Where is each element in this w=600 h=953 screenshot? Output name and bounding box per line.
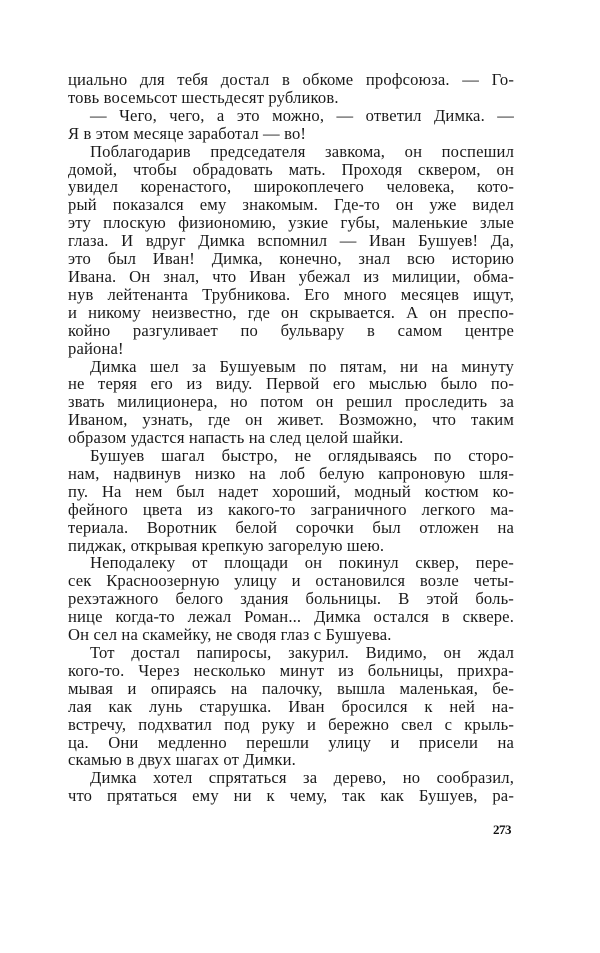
text-line: эту плоскую физиономию, узкие губы, маленькие злые: [68, 213, 514, 233]
text-line: не теряя его из виду. Первой его мыслью было по-: [68, 374, 514, 394]
text-line: что прятаться ему ни к чему, так как Бушуев, ра-: [68, 786, 514, 806]
paragraph-first-line: Неподалеку от площади он покинул сквер, пере-: [90, 553, 514, 573]
text-line: териала. Воротник белой сорочки был отложен на: [68, 517, 514, 537]
paragraph-first-line: Димка хотел спрятаться за дерево, но сообразил,: [90, 768, 514, 788]
text-line: района!: [68, 338, 124, 358]
text-line: ца. Они медленно перешли улицу и присели на: [68, 732, 514, 752]
text-line: Я в этом месяце заработал — во!: [68, 123, 307, 143]
text-line: мывая и опираясь на палочку, вышла маленькая, бе-: [68, 678, 514, 698]
text-line: образом удастся напасть на след целой шайки.: [68, 428, 404, 448]
text-line: нув лейтенанта Трубникова. Его много месяцев ищут,: [68, 284, 514, 304]
text-line: звать милиционера, но потом он решил проследить за: [68, 392, 514, 412]
text-line: увидел коренастого, широкоплечего человека, кото-: [68, 177, 514, 197]
page-number: 273: [493, 822, 511, 837]
paragraph-first-line: Тот достал папиросы, закурил. Видимо, он ждал: [90, 643, 514, 662]
text-line: пу. На нем был надет хороший, модный костюм ко-: [68, 481, 514, 501]
paragraph-first-line: Бушуев шагал быстро, не оглядываясь по сторо-: [90, 446, 514, 466]
text-line: фейного цвета из какого-то заграничного легкого ма-: [68, 499, 514, 519]
body-text: [68, 71, 514, 805]
text-line: товь восемьсот шестьдесят рубликов.: [68, 87, 339, 107]
text-line: Он сел на скамейку, не сводя глаз с Бушуева.: [68, 625, 392, 645]
text-line: сек Красноозерную улицу и остановился возле четы-: [68, 571, 514, 591]
text-line: рехэтажного белого здания больницы. В этой боль-: [68, 589, 514, 609]
text-line: глаза. И вдруг Димка вспомнил — Иван Бушуев! Да,: [68, 231, 514, 251]
text-line: лая как лунь старушка. Иван бросился к ней на-: [68, 696, 514, 716]
text-line: Иваном, узнать, где он живет. Возможно, что таким: [68, 410, 514, 430]
text-line: рый показался ему знакомым. Где-то он уже видел: [68, 195, 514, 215]
text-line: койно разгуливает по бульвару в самом центре: [68, 320, 514, 340]
text-line: циально для тебя достал в обкоме профсоюза. — Го-: [68, 70, 514, 89]
text-line: пиджак, открывая крепкую загорелую шею.: [68, 535, 385, 555]
text-line: Ивана. Он знал, что Иван убежал из милиции, обма-: [68, 266, 514, 286]
paragraph-first-line: — Чего, чего, а это можно, — ответил Димка. —: [90, 105, 514, 125]
text-line: кого-то. Через несколько минут из больницы, прихра-: [68, 660, 514, 680]
text-line: и никому неизвестно, где он скрывается. А он преспо-: [68, 302, 514, 322]
text-line: это был Иван! Димка, конечно, знал всю историю: [68, 249, 514, 269]
text-line: домой, чтобы обрадовать мать. Проходя сквером, он: [68, 159, 514, 179]
text-line: скамью в двух шагах от Димки.: [68, 750, 296, 770]
text-line: нице когда-то лежал Роман... Димка остался в сквере.: [68, 607, 514, 627]
text-line: встречу, подхватил под руку и бережно свел с крыль-: [68, 714, 514, 734]
paragraph-first-line: Поблагодарив председателя завкома, он поспешил: [90, 141, 514, 161]
text-line: нам, надвинув низко на лоб белую капроновую шля-: [68, 463, 514, 483]
paragraph-first-line: Димка шел за Бушуевым по пятам, ни на минуту: [90, 356, 514, 376]
